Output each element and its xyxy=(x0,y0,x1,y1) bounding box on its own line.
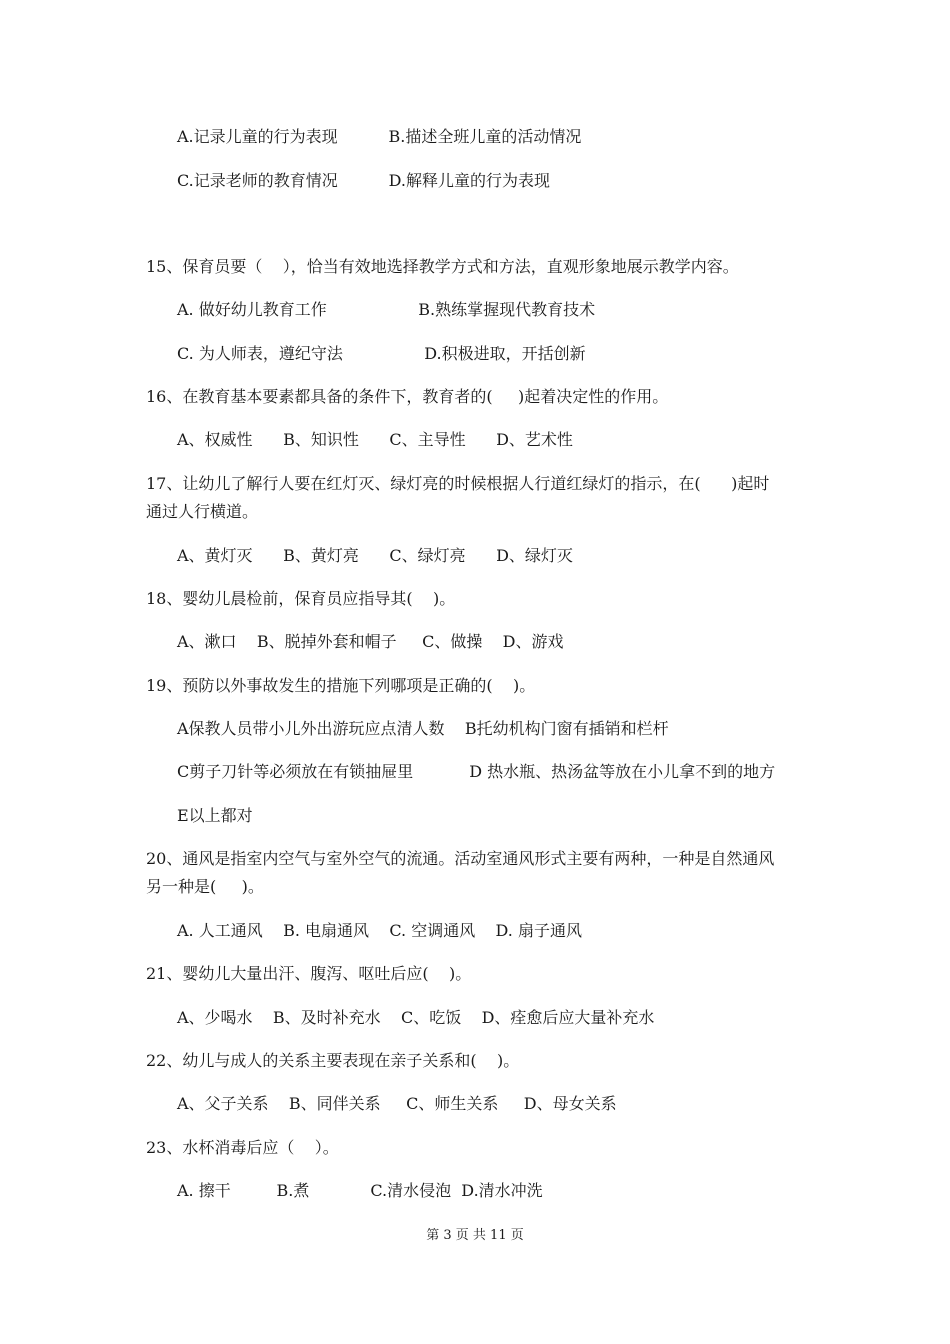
question-21: 21、婴幼儿大量出汗、腹泻、呕吐后应( )。 xyxy=(146,964,472,983)
question-20-options: A. 人工通风 B. 电扇通风 C. 空调通风 D. 扇子通风 xyxy=(177,921,582,940)
question-20-continued: 另一种是( )。 xyxy=(146,877,264,896)
prev-options-row-1: A.记录儿童的行为表现 B.描述全班儿童的活动情况 xyxy=(177,127,582,146)
question-15: 15、保育员要（ ），恰当有效地选择教学方式和方法，直观形象地展示教学内容。 xyxy=(146,257,739,276)
question-16: 16、在教育基本要素都具备的条件下，教育者的( )起着决定性的作用。 xyxy=(146,387,669,406)
page-footer: 第 3 页 共 11 页 xyxy=(426,1228,524,1243)
question-15-options-row-1: A. 做好幼儿教育工作 B.熟练掌握现代教育技术 xyxy=(177,300,596,319)
question-17-continued: 通过人行横道。 xyxy=(146,502,259,521)
question-15-options-row-2: C. 为人师表，遵纪守法 D.积极进取，开括创新 xyxy=(177,344,586,363)
question-19-options-row-1: A保教人员带小儿外出游玩应点清人数 B托幼机构门窗有插销和栏杆 xyxy=(177,719,669,738)
question-18-options: A、漱口 B、脱掉外套和帽子 C、做操 D、游戏 xyxy=(177,632,564,651)
question-17-options: A、黄灯灭 B、黄灯亮 C、绿灯亮 D、绿灯灭 xyxy=(177,546,573,565)
question-20: 20、通风是指室内空气与室外空气的流通。活动室通风形式主要有两种，一种是自然通风 xyxy=(146,849,775,868)
question-19-options-row-2: C剪子刀针等必须放在有锁抽屉里 D 热水瓶、热汤盆等放在小儿拿不到的地方 xyxy=(177,762,776,781)
question-19-options-row-3: E以上都对 xyxy=(177,806,253,825)
prev-options-row-2: C.记录老师的教育情况 D.解释儿童的行为表现 xyxy=(177,171,550,190)
question-18: 18、婴幼儿晨检前，保育员应指导其( )。 xyxy=(146,589,456,608)
question-17: 17、让幼儿了解行人要在红灯灭、绿灯亮的时候根据人行道红绿灯的指示，在( )起时 xyxy=(146,474,770,493)
question-22-options: A、父子关系 B、同伴关系 C、师生关系 D、母女关系 xyxy=(177,1094,617,1113)
question-23: 23、水杯消毒后应（ ）。 xyxy=(146,1138,339,1157)
question-21-options: A、少喝水 B、及时补充水 C、吃饭 D、痊愈后应大量补充水 xyxy=(177,1008,655,1027)
question-23-options: A. 擦干 B.煮 C.清水侵泡 D.清水冲洗 xyxy=(177,1181,543,1200)
question-22: 22、幼儿与成人的关系主要表现在亲子关系和( )。 xyxy=(146,1051,520,1070)
question-16-options: A、权威性 B、知识性 C、主导性 D、艺术性 xyxy=(177,430,573,449)
question-19: 19、预防以外事故发生的措施下列哪项是正确的( )。 xyxy=(146,676,536,695)
